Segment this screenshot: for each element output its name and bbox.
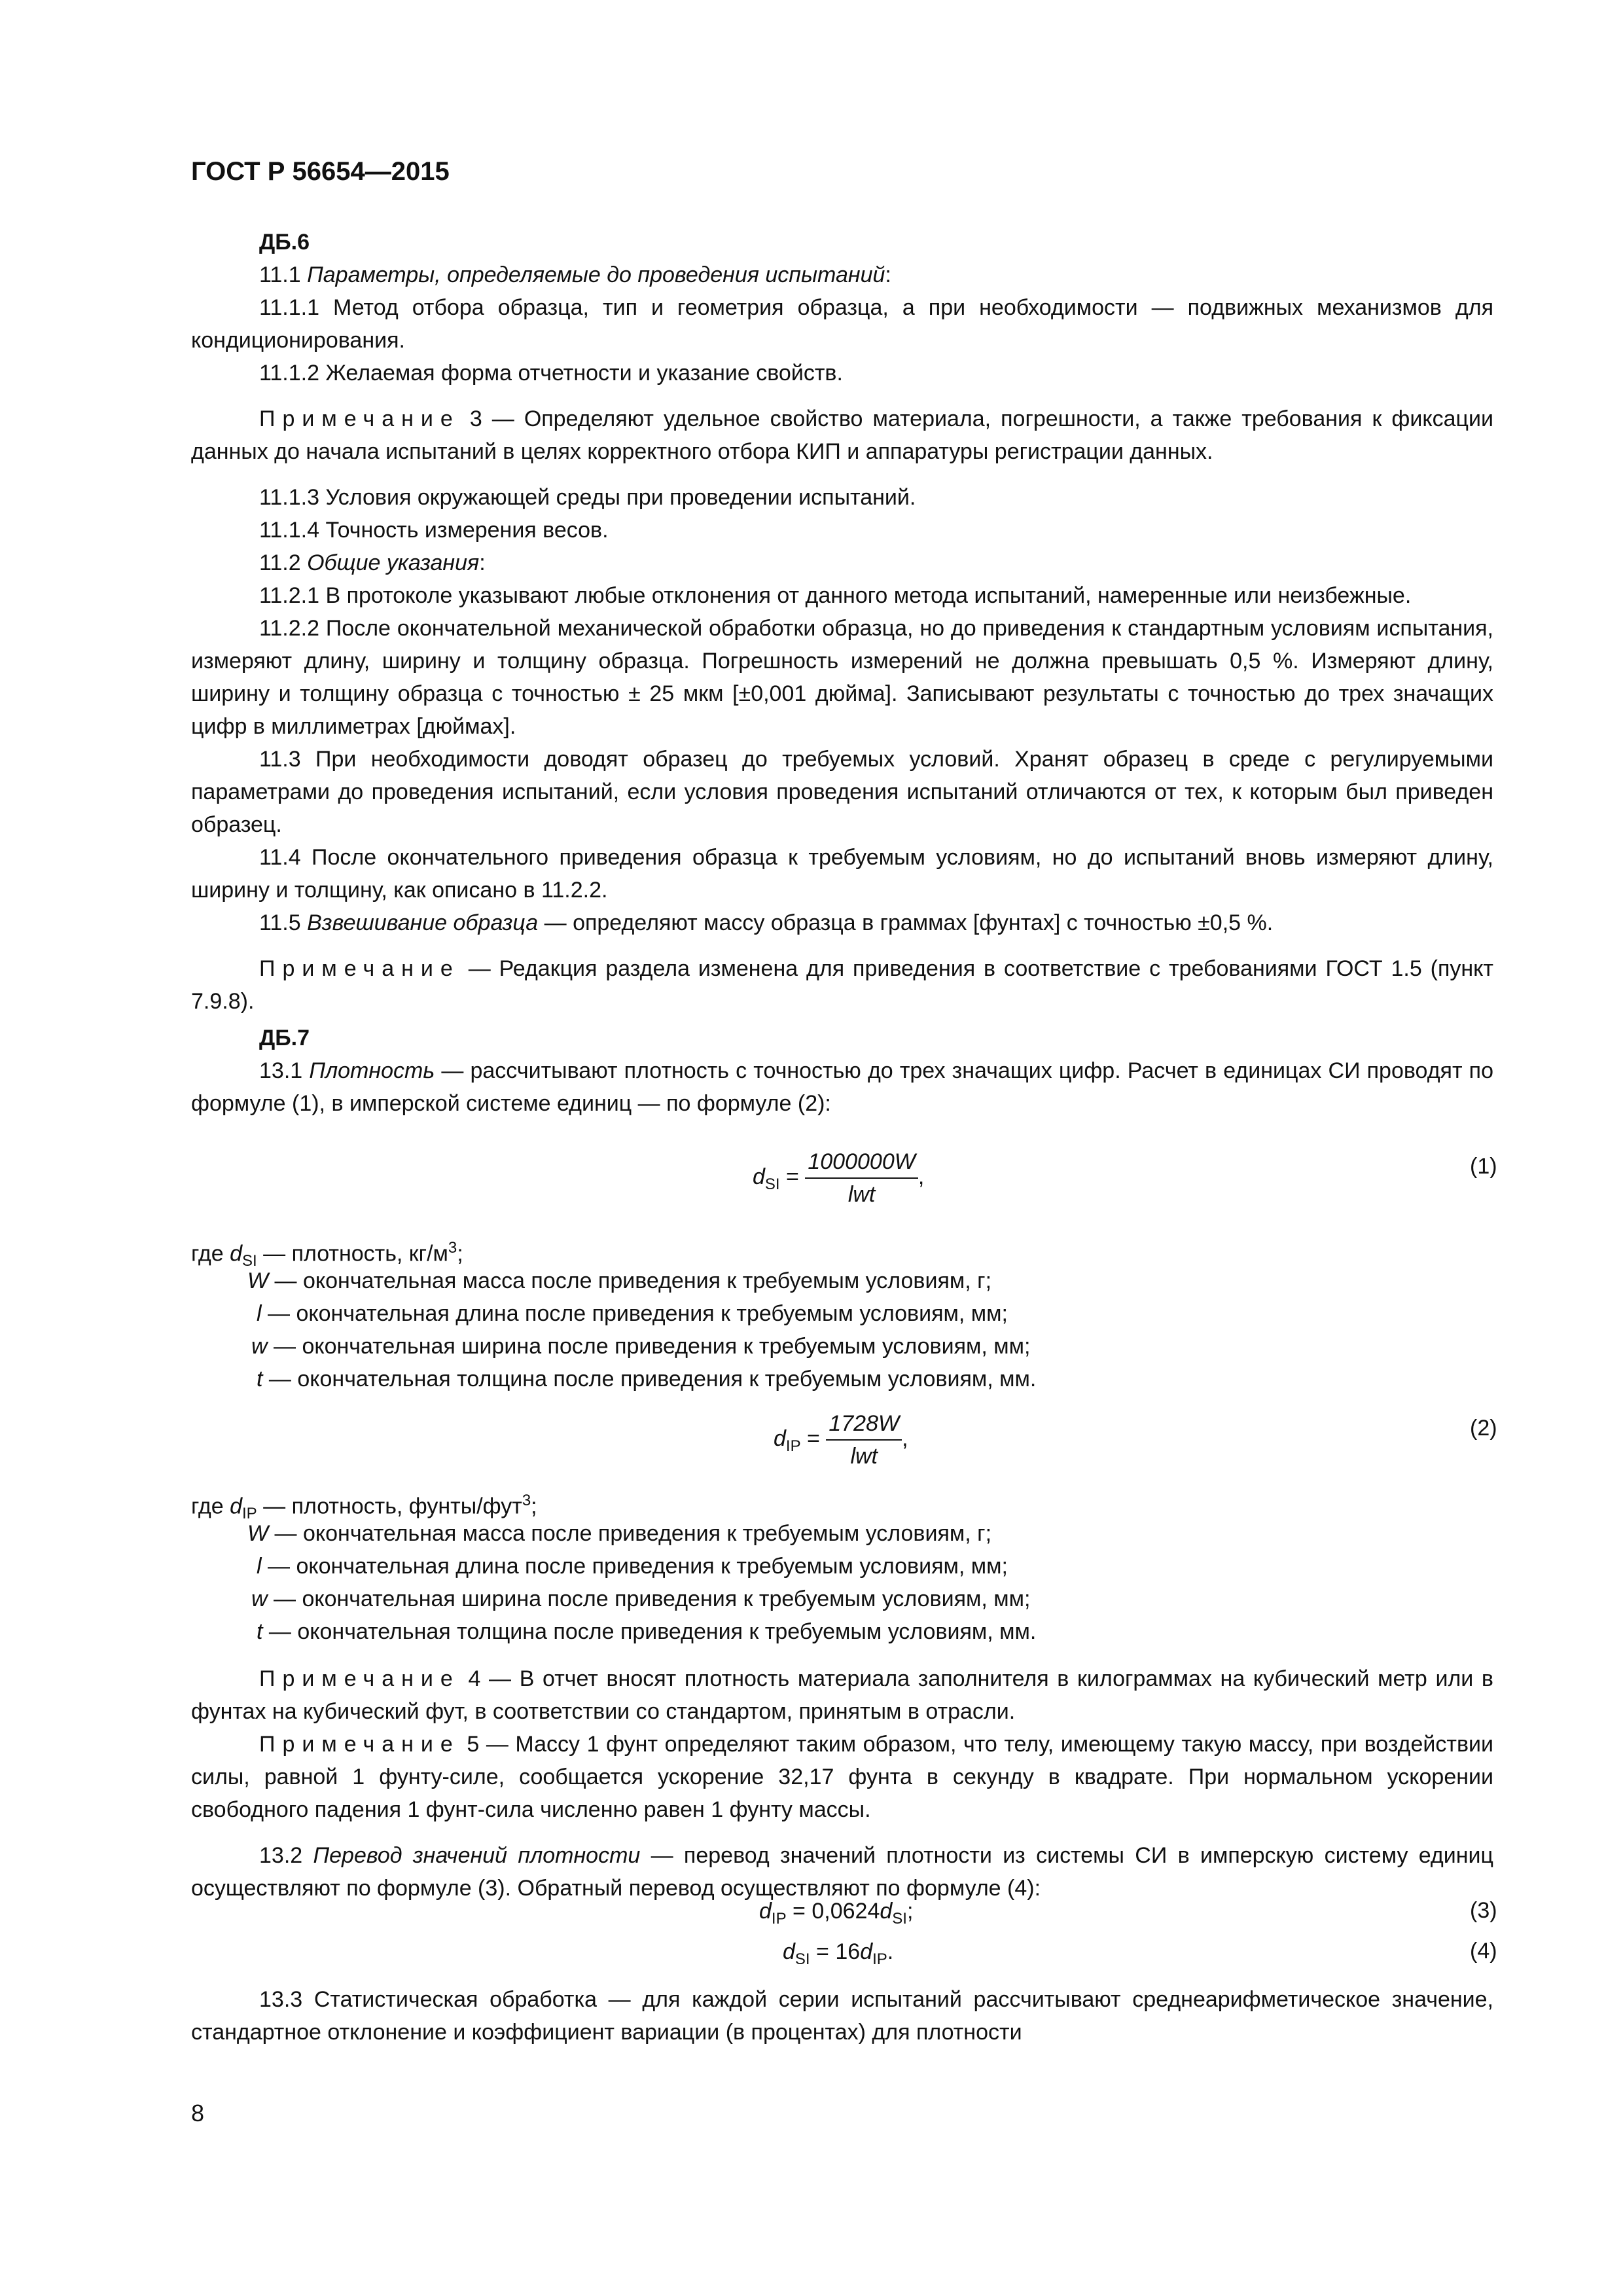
note-4: Примечание 4 — В отчет вносят плотность материала заполнителя в килограммах на кубический метр или в фунтах на кубический фут, в соответствии со стандартом, принятым в отрасли. bbox=[191, 1666, 1493, 1724]
formula-3: $d_{IP} = 0,0624d_{SI}$; bbox=[759, 1899, 914, 1928]
paragraph-11-4: 11.4 После окончательного приведения образца к требуемым условиям, но до испытаний вновь измеряют длину, ширину и толщину, как описано в 11.2.2. bbox=[191, 845, 1493, 903]
paragraph-11-1-3: 11.1.3 Условия окружающей среды при проведении испытаний. bbox=[259, 485, 916, 510]
section-title: ДБ.7 bbox=[259, 1026, 310, 1050]
note-edit: Примечание — Редакция раздела изменена для приведения в соответствие с требованиями ГОСТ 1.5 (пункт 7.9.8). bbox=[191, 956, 1493, 1014]
section-db7-notes bbox=[191, 1662, 1493, 1905]
document-header: ГОСТ Р 56654—2015 bbox=[191, 157, 450, 186]
symbol-definition: где $d_{IP}$ — плотность, фунты/фут$^3$; bbox=[191, 1492, 537, 1523]
paragraph-11-1-1: 11.1.1 Метод отбора образца, тип и геометрия образца, а при необходимости — подвижных механизмов для кондиционирования. bbox=[191, 295, 1493, 353]
equation-number: (1) bbox=[1470, 1154, 1497, 1179]
symbol-definition: w — окончательная ширина после приведения к требуемым условиям, мм; bbox=[251, 1334, 1031, 1359]
section-title: ДБ.6 bbox=[259, 230, 310, 255]
section-db6 bbox=[191, 226, 1493, 1120]
formula-2: $d_{IP}$ = $\frac{1728W}{\text{lwt}}$ , bbox=[774, 1411, 908, 1469]
symbol-definition: где $d_{SI}$ — плотность, $кг/м^3$; bbox=[191, 1239, 463, 1270]
paragraph-11-2-2: 11.2.2 После окончательной механической обработки образца, но до приведения к стандартным условиям испытания, измеряют длину, ширину и толщину образца. Погрешность измерений не должна превышать 0,5 %. Измеряют длину, ширину и толщину образца с точностью ± 25 мкм [±0,001 дюйма]. Записывают результаты с точностью до трех значащих цифр в миллиметрах [дюймах]. bbox=[191, 616, 1493, 739]
symbol-definition: W — окончательная масса после приведения к требуемым условиям, г; bbox=[247, 1521, 992, 1546]
note-5: Примечание 5 — Массу 1 фунт определяют таким образом, что телу, имеющему такую массу, при воздействии силы, равной 1 фунту-силе, сообщается ускорение 32,17 фунта в секунду в квадрате. При нормальном ускорении свободного падения 1 фунт-сила численно равен 1 фунту массы. bbox=[191, 1732, 1493, 1822]
symbol-definition: W — окончательная масса после приведения к требуемым условиям, г; bbox=[247, 1268, 992, 1293]
paragraph-11-2: 11.2 Общие указания: bbox=[259, 550, 486, 575]
symbol-definition: l — окончательная длина после приведения к требуемым условиям, мм; bbox=[257, 1554, 1008, 1579]
equation-number: (4) bbox=[1470, 1939, 1497, 1964]
paragraph-11-5: 11.5 Взвешивание образца — определяют массу образца в граммах [фунтах] с точностью ±0,5 %. bbox=[259, 910, 1274, 935]
paragraph-11-3: 11.3 При необходимости доводят образец до требуемых условий. Хранят образец в среде с регулируемыми параметрами до проведения испытаний, если условия проведения испытаний отличаются от тех, к которым был приведен образец. bbox=[191, 747, 1493, 837]
symbol-list-1 bbox=[0, 1232, 1623, 1402]
paragraph-11-1-4: 11.1.4 Точность измерения весов. bbox=[259, 518, 609, 543]
formula-4: $d_{SI} = 16d_{IP}$. bbox=[783, 1939, 894, 1968]
symbol-definition: t — окончательная толщина после приведения к требуемым условиям, мм. bbox=[257, 1367, 1037, 1391]
equation-number: (2) bbox=[1470, 1416, 1497, 1441]
paragraph-13-2: 13.2 Перевод значений плотности — перевод значений плотности из системы СИ в имперскую систему единиц осуществляют по формуле (3). Обратный перевод осуществляют по формуле (4): bbox=[191, 1843, 1493, 1901]
equation-number: (3) bbox=[1470, 1898, 1497, 1923]
symbol-definition: t — окончательная толщина после приведения к требуемым условиям, мм. bbox=[257, 1619, 1037, 1644]
paragraph-13-3: 13.3 Статистическая обработка — для каждой серии испытаний рассчитывают среднеарифметическое значение, стандартное отклонение и коэффициент вариации (в процентах) для плотности bbox=[191, 1987, 1493, 2045]
page-number: 8 bbox=[191, 2100, 205, 2126]
paragraph-11-2-1: 11.2.1 В протоколе указывают любые отклонения от данного метода испытаний, намеренные или неизбежные. bbox=[259, 583, 1412, 608]
symbol-definition: w — окончательная ширина после приведения к требуемым условиям, мм; bbox=[251, 1587, 1031, 1611]
section-db7-13-3 bbox=[191, 1983, 1493, 2049]
note-3: Примечание 3 — Определяют удельное свойство материала, погрешности, а также требования к фиксации данных до начала испытаний в целях корректного отбора КИП и аппаратуры регистрации данных. bbox=[191, 406, 1493, 464]
paragraph-13-1: 13.1 Плотность — рассчитывают плотность с точностью до трех значащих цифр. Расчет в единицах СИ проводят по формуле (1), в имперской системе единиц — по формуле (2): bbox=[191, 1058, 1493, 1116]
symbol-definition: l — окончательная длина после приведения к требуемым условиям, мм; bbox=[257, 1301, 1008, 1326]
formula-1: $d_{SI}$ = $\frac{1000000W}{\text{lwt}}$ , bbox=[753, 1149, 925, 1207]
symbol-list-2 bbox=[0, 1484, 1623, 1655]
paragraph-11-1-2: 11.1.2 Желаемая форма отчетности и указание свойств. bbox=[259, 361, 843, 386]
paragraph-11-1: 11.1 Параметры, определяемые до проведения испытаний: bbox=[259, 262, 891, 287]
